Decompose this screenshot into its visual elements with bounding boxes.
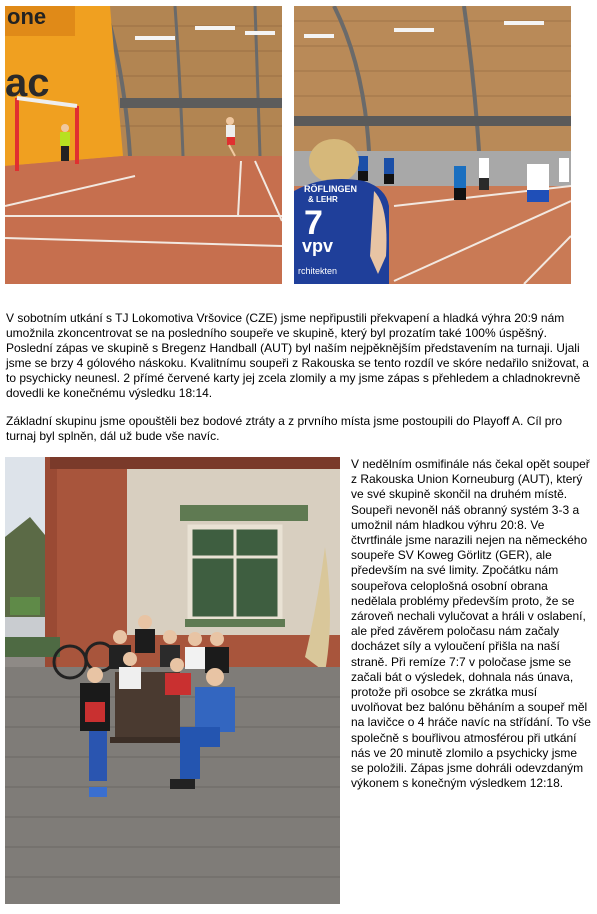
jersey-number: 7: [304, 204, 323, 242]
jersey-line-2: & LEHR: [308, 195, 338, 204]
sign-text: one: [7, 6, 47, 29]
photo-team-group: [5, 457, 340, 904]
photo-sports-hall-goal: [5, 6, 282, 284]
photo-player-number-7: [294, 6, 571, 284]
wall-text: ac: [5, 61, 50, 105]
article-paragraph-1: V sobotním utkání s TJ Lokomotiva Vršovice (CZE) jsme nepřipustili překvapení a hladká výhra 20:9 nám umožnila zkoncentrovat se na posledního soupeře ve skupině, který byl prozatím také 100% úspěšný. Poslední zápas ve skupině s Bregenz Handball (AUT) byl naším nejpěknějším představením na turnaji. Ujali jsme se brzy 4 gólového náskoku. Kvalitnímu soupeři z Rakouska se tento rozdíl ve skóre nedařilo snižovat, a to psychicky neunesl. 2 přímé červené karty jej zcela zlomily a my jsme zápas s přehledem a chladnokrevně dovedli ke konečnému výsledku 18:14.: [6, 311, 589, 400]
article-paragraph-3: V nedělním osmifinále nás čekal opět soupeř z Rakouska Union Korneuburg (AUT), který ve své skupině skončil na druhém místě. Soupeři nevoněl náš obranný systém 3-3 a umožnil nám hladkou výhru 20:8. Ve čtvrtfinále jsme narazili nejen na německého soupeře SV Koweg Görlitz (GER), ale především na své limity. Zpočátku nám soupeřova celoplošná osobní obrana nedělala problémy především proto, že se zároveň nechali vylučovat a hráli v oslabení, ale před závěrem poločasu nám začaly docházet síly a vyloučení přišla na naší straně. Při remíze 7:7 v poločase jsme se začali bát o výsledek, dohnala nás únava, protože při osobce se zkrátka musí uvolňovat bez balónu běháním a soupeř měl na lavičce o 4 hráče navíc na střídání. To vše společně s bouřlivou atmosférou při utkání nás ve 20 minutě zlomilo a psychicky jsme se položili. Zápas jsme dohráli odevzdaným výkonem s konečným výsledkem 12:18.: [351, 457, 591, 791]
jersey-line-1: RÖFLINGEN: [304, 184, 357, 194]
jersey-bottom-text: rchitekten: [298, 266, 338, 276]
article-paragraph-2: Základní skupinu jsme opouštěli bez bodové ztráty a z prvního místa jsme postoupili do Playoff A. Cíl pro turnaj byl splněn, dál už bude vše navíc.: [6, 414, 563, 443]
jersey-brand: vpv: [302, 236, 334, 256]
